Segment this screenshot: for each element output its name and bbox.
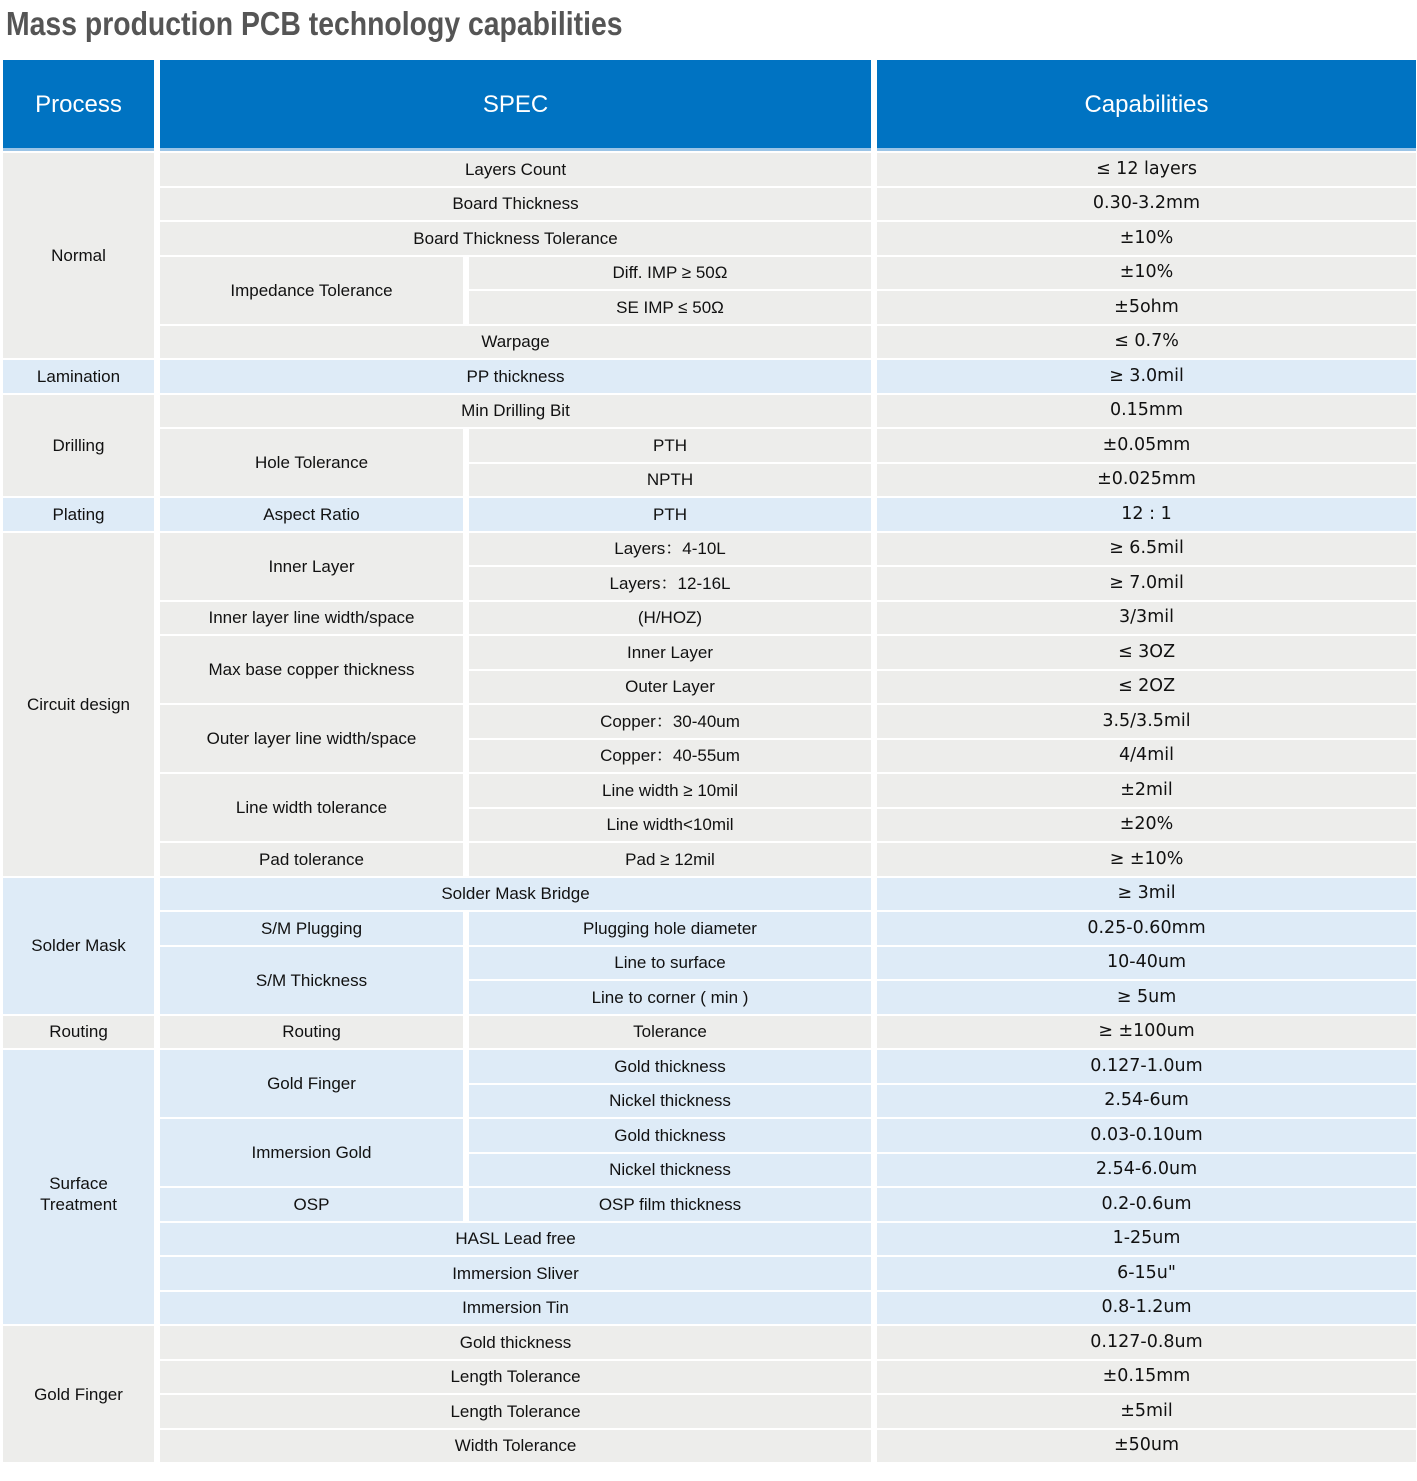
spec-osp-film-thickness: OSP film thickness bbox=[469, 1188, 871, 1221]
spec-osp: OSP bbox=[160, 1188, 463, 1221]
capability-value: ±2mil bbox=[877, 774, 1416, 807]
capability-value: 4/4mil bbox=[877, 740, 1416, 773]
capability-value: ±50um bbox=[877, 1430, 1416, 1463]
spec-outer-line-width-space: Outer layer line width/space bbox=[160, 705, 463, 772]
capability-value: 0.30-3.2mm bbox=[877, 188, 1416, 221]
spec-min-drilling-bit: Min Drilling Bit bbox=[160, 395, 871, 428]
spec-se-imp: SE IMP ≤ 50Ω bbox=[469, 291, 871, 324]
capability-value: ≤ 0.7% bbox=[877, 326, 1416, 359]
header-process: Process bbox=[3, 60, 154, 151]
spec-board-thickness-tolerance: Board Thickness Tolerance bbox=[160, 222, 871, 255]
capability-value: ≥ 7.0mil bbox=[877, 567, 1416, 600]
spec-immersion-gold: Immersion Gold bbox=[160, 1119, 463, 1186]
spec-line-to-surface: Line to surface bbox=[469, 947, 871, 980]
process-lamination: Lamination bbox=[3, 360, 154, 393]
capability-value: ±0.15mm bbox=[877, 1361, 1416, 1394]
spec-line-width-tolerance: Line width tolerance bbox=[160, 774, 463, 841]
spec-warpage: Warpage bbox=[160, 326, 871, 359]
spec-immersion-silver: Immersion Sliver bbox=[160, 1257, 871, 1290]
spec-pth: PTH bbox=[469, 429, 871, 462]
process-circuit-design: Circuit design bbox=[3, 533, 154, 876]
process-surface-treatment bbox=[3, 1050, 154, 1324]
capability-value: ±10% bbox=[877, 222, 1416, 255]
spec-copper-inner-layer: Inner Layer bbox=[469, 636, 871, 669]
page-title: Mass production PCB technology capabilities bbox=[6, 5, 623, 42]
capability-value: ≤ 12 layers bbox=[877, 153, 1416, 186]
capability-value: 2.54-6.0um bbox=[877, 1154, 1416, 1187]
process-drilling: Drilling bbox=[3, 395, 154, 497]
capability-value: ±0.05mm bbox=[877, 429, 1416, 462]
spec-gfp-length-tolerance-1: Length Tolerance bbox=[160, 1361, 871, 1394]
capabilities-table bbox=[3, 60, 1416, 1462]
spec-copper-30-40: Copper：30-40um bbox=[469, 705, 871, 738]
surface-label-line2: Treatment bbox=[40, 1195, 117, 1214]
spec-line-width-ge-10: Line width ≥ 10mil bbox=[469, 774, 871, 807]
capability-value: ≥ ±100um bbox=[877, 1016, 1416, 1049]
process-solder-mask: Solder Mask bbox=[3, 878, 154, 1014]
spec-copper-40-55: Copper：40-55um bbox=[469, 740, 871, 773]
spec-diff-imp: Diff. IMP ≥ 50Ω bbox=[469, 257, 871, 290]
capability-value: 3/3mil bbox=[877, 602, 1416, 635]
capability-value: 1-25um bbox=[877, 1223, 1416, 1256]
spec-line-width-lt-10: Line width<10mil bbox=[469, 809, 871, 842]
spec-gold-finger: Gold Finger bbox=[160, 1050, 463, 1117]
spec-gf-nickel-thickness: Nickel thickness bbox=[469, 1085, 871, 1118]
process-normal: Normal bbox=[3, 153, 154, 358]
capability-value: ±10% bbox=[877, 257, 1416, 290]
capability-value: ±0.025mm bbox=[877, 464, 1416, 497]
capability-value: 0.2-0.6um bbox=[877, 1188, 1416, 1221]
spec-gf-gold-thickness: Gold thickness bbox=[469, 1050, 871, 1083]
process-plating: Plating bbox=[3, 498, 154, 531]
spec-inner-line-width-space: Inner layer line width/space bbox=[160, 602, 463, 635]
spec-impedance-tolerance: Impedance Tolerance bbox=[160, 257, 463, 324]
spec-copper-outer-layer: Outer Layer bbox=[469, 671, 871, 704]
spec-max-base-copper: Max base copper thickness bbox=[160, 636, 463, 703]
capability-value: 6-15u" bbox=[877, 1257, 1416, 1290]
spec-plating-pth: PTH bbox=[469, 498, 871, 531]
spec-layers-4-10: Layers：4-10L bbox=[469, 533, 871, 566]
spec-h-hoz: (H/HOZ) bbox=[469, 602, 871, 635]
spec-gfp-length-tolerance-2: Length Tolerance bbox=[160, 1395, 871, 1428]
spec-npth: NPTH bbox=[469, 464, 871, 497]
capability-value: 0.25-0.60mm bbox=[877, 912, 1416, 945]
spec-routing: Routing bbox=[160, 1016, 463, 1049]
capability-value: 12 : 1 bbox=[877, 498, 1416, 531]
header-spec: SPEC bbox=[160, 60, 871, 151]
spec-aspect-ratio: Aspect Ratio bbox=[160, 498, 463, 531]
capability-value: 0.127-1.0um bbox=[877, 1050, 1416, 1083]
spec-pad-ge-12: Pad ≥ 12mil bbox=[469, 843, 871, 876]
spec-pp-thickness: PP thickness bbox=[160, 360, 871, 393]
spec-tolerance: Tolerance bbox=[469, 1016, 871, 1049]
capability-value: ±20% bbox=[877, 809, 1416, 842]
process-gold-finger: Gold Finger bbox=[3, 1326, 154, 1462]
capability-value: ≥ ±10% bbox=[877, 843, 1416, 876]
spec-immersion-tin: Immersion Tin bbox=[160, 1292, 871, 1325]
capability-value: 0.15mm bbox=[877, 395, 1416, 428]
spec-board-thickness: Board Thickness bbox=[160, 188, 871, 221]
spec-sm-thickness: S/M Thickness bbox=[160, 947, 463, 1014]
spec-hasl-lead-free: HASL Lead free bbox=[160, 1223, 871, 1256]
capability-value: 3.5/3.5mil bbox=[877, 705, 1416, 738]
spec-layers-count: Layers Count bbox=[160, 153, 871, 186]
spec-line-to-corner: Line to corner ( min ) bbox=[469, 981, 871, 1014]
surface-label-line1: Surface bbox=[49, 1174, 108, 1193]
spec-ig-gold-thickness: Gold thickness bbox=[469, 1119, 871, 1152]
capability-value: 2.54-6um bbox=[877, 1085, 1416, 1118]
capability-value: ≥ 6.5mil bbox=[877, 533, 1416, 566]
capability-value: 0.8-1.2um bbox=[877, 1292, 1416, 1325]
spec-layers-12-16: Layers：12-16L bbox=[469, 567, 871, 600]
spec-ig-nickel-thickness: Nickel thickness bbox=[469, 1154, 871, 1187]
capability-value: ±5ohm bbox=[877, 291, 1416, 324]
spec-plugging-hole-diameter: Plugging hole diameter bbox=[469, 912, 871, 945]
spec-pad-tolerance: Pad tolerance bbox=[160, 843, 463, 876]
capability-value: 0.03-0.10um bbox=[877, 1119, 1416, 1152]
spec-sm-plugging: S/M Plugging bbox=[160, 912, 463, 945]
spec-gfp-width-tolerance: Width Tolerance bbox=[160, 1430, 871, 1463]
spec-gfp-gold-thickness: Gold thickness bbox=[160, 1326, 871, 1359]
capability-value: 10-40um bbox=[877, 947, 1416, 980]
capability-value: ≥ 3mil bbox=[877, 878, 1416, 911]
capability-value: ≤ 3OZ bbox=[877, 636, 1416, 669]
spec-hole-tolerance: Hole Tolerance bbox=[160, 429, 463, 496]
spec-solder-mask-bridge: Solder Mask Bridge bbox=[160, 878, 871, 911]
header-capabilities: Capabilities bbox=[877, 60, 1416, 151]
capability-value: ≥ 3.0mil bbox=[877, 360, 1416, 393]
capability-value: ±5mil bbox=[877, 1395, 1416, 1428]
capability-value: ≥ 5um bbox=[877, 981, 1416, 1014]
capability-value: 0.127-0.8um bbox=[877, 1326, 1416, 1359]
capability-value: ≤ 2OZ bbox=[877, 671, 1416, 704]
process-routing: Routing bbox=[3, 1016, 154, 1049]
spec-inner-layer: Inner Layer bbox=[160, 533, 463, 600]
